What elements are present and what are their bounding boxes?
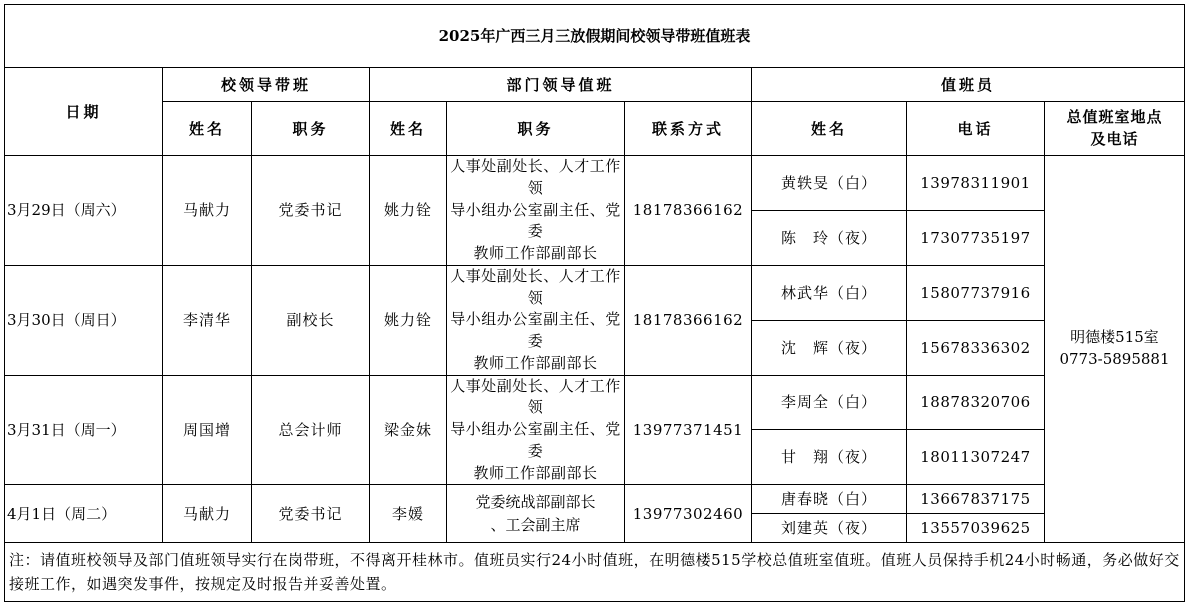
- header-staff-phone: 电话: [907, 102, 1045, 156]
- office-location: 明德楼515室: [1070, 328, 1159, 347]
- position-line: 人事处副处长、人才工作领: [450, 376, 621, 417]
- position-line: 党委统战部副部长: [475, 492, 596, 511]
- header-leader-position: 职务: [252, 102, 370, 156]
- staff-name: 刘建英（夜）: [752, 514, 907, 543]
- leader-name: 李清华: [163, 265, 252, 375]
- staff-name: 林武华（白）: [752, 265, 907, 320]
- header-school-leaders: 校领导带班: [163, 68, 370, 102]
- position-line: 教师工作部副部长: [473, 353, 598, 372]
- header-dept-leaders: 部门领导值班: [370, 68, 752, 102]
- dept-leader-name: 姚力铨: [370, 156, 447, 266]
- office-phone: 0773-5895881: [1059, 350, 1170, 369]
- dept-contact: 18178366162: [625, 156, 752, 266]
- header-staff: 值班员: [752, 68, 1185, 102]
- staff-phone: 15678336302: [907, 320, 1045, 375]
- staff-phone: 18878320706: [907, 375, 1045, 430]
- header-staff-name: 姓名: [752, 102, 907, 156]
- position-line: 导小组办公室副主任、党委: [450, 200, 621, 241]
- leader-name: 马献力: [163, 485, 252, 543]
- header-leader-name: 姓名: [163, 102, 252, 156]
- staff-name: 沈 辉（夜）: [752, 320, 907, 375]
- dept-leader-name: 姚力铨: [370, 265, 447, 375]
- header-dept-name: 姓名: [370, 102, 447, 156]
- dept-leader-position: [447, 156, 625, 266]
- footnote: 注：请值班校领导及部门值班领导实行在岗带班，不得离开桂林市。值班员实行24小时值班，在明德楼515学校总值班室值班。值班人员保持手机24小时畅通，务必做好交接班工作，如遇突发事件，按规定及时报告并妥善处置。: [5, 543, 1185, 602]
- header-date: 日期: [5, 68, 163, 156]
- row-date: 3月30日（周日）: [5, 265, 163, 375]
- leader-position: 总会计师: [252, 375, 370, 485]
- dept-leader-position: [447, 485, 625, 543]
- staff-name: 唐春晓（白）: [752, 485, 907, 514]
- dept-contact: 13977371451: [625, 375, 752, 485]
- row-date: 4月1日（周二）: [5, 485, 163, 543]
- staff-name: 李周全（白）: [752, 375, 907, 430]
- header-office: [1045, 102, 1185, 156]
- staff-phone: 18011307247: [907, 430, 1045, 485]
- row-date: 3月31日（周一）: [5, 375, 163, 485]
- row-date: 3月29日（周六）: [5, 156, 163, 266]
- position-line: 教师工作部副部长: [473, 244, 598, 262]
- dept-leader-name: 李媛: [370, 485, 447, 543]
- header-office-line1: 总值班室地点: [1066, 107, 1163, 126]
- leader-name: 马献力: [163, 156, 252, 266]
- staff-phone: 13667837175: [907, 485, 1045, 514]
- staff-name: 陈 玲（夜）: [752, 210, 907, 265]
- position-line: 导小组办公室副主任、党委: [450, 420, 621, 460]
- staff-phone: 15807737916: [907, 265, 1045, 320]
- position-line: 、工会副主席: [490, 515, 581, 534]
- staff-name: 黄轶旻（白）: [752, 156, 907, 211]
- position-line: 人事处副处长、人才工作领: [450, 157, 621, 197]
- staff-phone: 17307735197: [907, 210, 1045, 265]
- dept-leader-position: [447, 375, 625, 485]
- leader-position: 党委书记: [252, 485, 370, 543]
- table-title: 2025年广西三月三放假期间校领导带班值班表: [5, 5, 1185, 68]
- dept-contact: 18178366162: [625, 265, 752, 375]
- header-office-line2: 及电话: [1090, 129, 1139, 148]
- staff-name: 甘 翔（夜）: [752, 430, 907, 485]
- position-line: 人事处副处长、人才工作领: [450, 266, 621, 307]
- office-info: [1045, 156, 1185, 543]
- staff-phone: 13557039625: [907, 514, 1045, 543]
- header-dept-position: 职务: [447, 102, 625, 156]
- header-contact: 联系方式: [625, 102, 752, 156]
- dept-contact: 13977302460: [625, 485, 752, 543]
- dept-leader-position: [447, 265, 625, 375]
- staff-phone: 13978311901: [907, 156, 1045, 211]
- duty-schedule-table: [4, 4, 1185, 602]
- leader-position: 党委书记: [252, 156, 370, 266]
- leader-name: 周国增: [163, 375, 252, 485]
- position-line: 导小组办公室副主任、党委: [450, 310, 621, 350]
- leader-position: 副校长: [252, 265, 370, 375]
- position-line: 教师工作部副部长: [473, 463, 598, 482]
- dept-leader-name: 梁金妹: [370, 375, 447, 485]
